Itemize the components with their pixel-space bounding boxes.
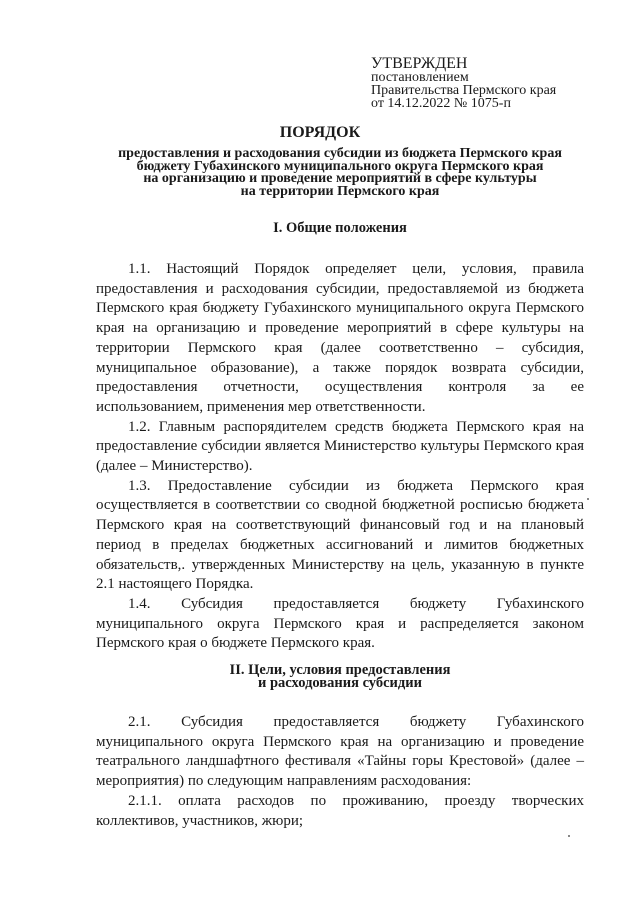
paragraph-1-1: 1.1. Настоящий Порядок определяет цели, условия, правила предоставления и расходования субсидии, предоставляемой из бюджета Пермского края бюджету Губахинского муниципального округа Пермского края на организацию и проведение мероприятий в сфере культуры на территории Пермского края (далее соответственно – субсидия, муниципальное образование), а также порядок возврата субсидии, предоставления отчетности, осуществления контроля за ее использованием, применения мер ответственности. [96,261,584,415]
approval-line: Правительства Пермского края [371,83,557,98]
document-subtitle [80,148,600,198]
paragraph-2-1-1: 2.1.1. оплата расходов по проживанию, проезду творческих коллективов, участников, жюри; [96,792,584,829]
approval-heading: УТВЕРЖДЕН [371,55,468,72]
subtitle-line: предоставления и расходования субсидии из бюджета Пермского края [118,146,562,161]
subtitle-line: на территории Пермского края [240,183,440,199]
document-title: ПОРЯДОК [279,124,361,141]
section-1-heading: I. Общие положения [273,220,407,236]
approval-line: постановлением [371,70,469,85]
paragraph-2-1: 2.1. Субсидия предоставляется бюджету Губахинского муниципального округа Пермского края на организацию и проведение театрального ландшафтного фестиваля «Тайны горы Крестовой» (далее – мероприятия) по следующим направлениям расходования: [96,714,584,790]
subtitle-line: бюджету Губахинского муниципального округа Пермского края [136,158,544,174]
section-2-heading-line: и расходования субсидии [258,675,422,691]
paragraph-1-2: 1.2. Главным распорядителем средств бюджета Пермского края на предоставление субсидии является Министерство культуры Пермского края (далее – Министерство). [96,418,584,475]
section-2-heading-line: II. Цели, условия предоставления [229,662,451,678]
scan-speck [587,498,589,500]
subtitle-line: на организацию и проведение мероприятий в сфере культуры [143,171,537,186]
paragraph-1-3: 1.3. Предоставление субсидии из бюджета Пермского края осуществляется в соответствии со сводной бюджетной росписью бюджета Пермского края на соответствующий финансовый год и на плановый период в пределах бюджетных ассигнований и лимитов бюджетных обязательств,. утвержденных Министерству на цель, указанную в пункте 2.1 настоящего Порядка. [96,477,584,593]
section-2-heading [80,664,600,690]
scan-speck [568,835,570,837]
approval-stamp [371,56,556,110]
paragraph-1-4: 1.4. Субсидия предоставляется бюджету Губахинского муниципального округа Пермского края и распределяется законом Пермского края о бюджете Пермского края. [96,595,584,652]
section-2-body [96,713,584,831]
section-1-body [96,260,584,654]
approval-line: от 14.12.2022 № 1075-п [371,96,511,111]
